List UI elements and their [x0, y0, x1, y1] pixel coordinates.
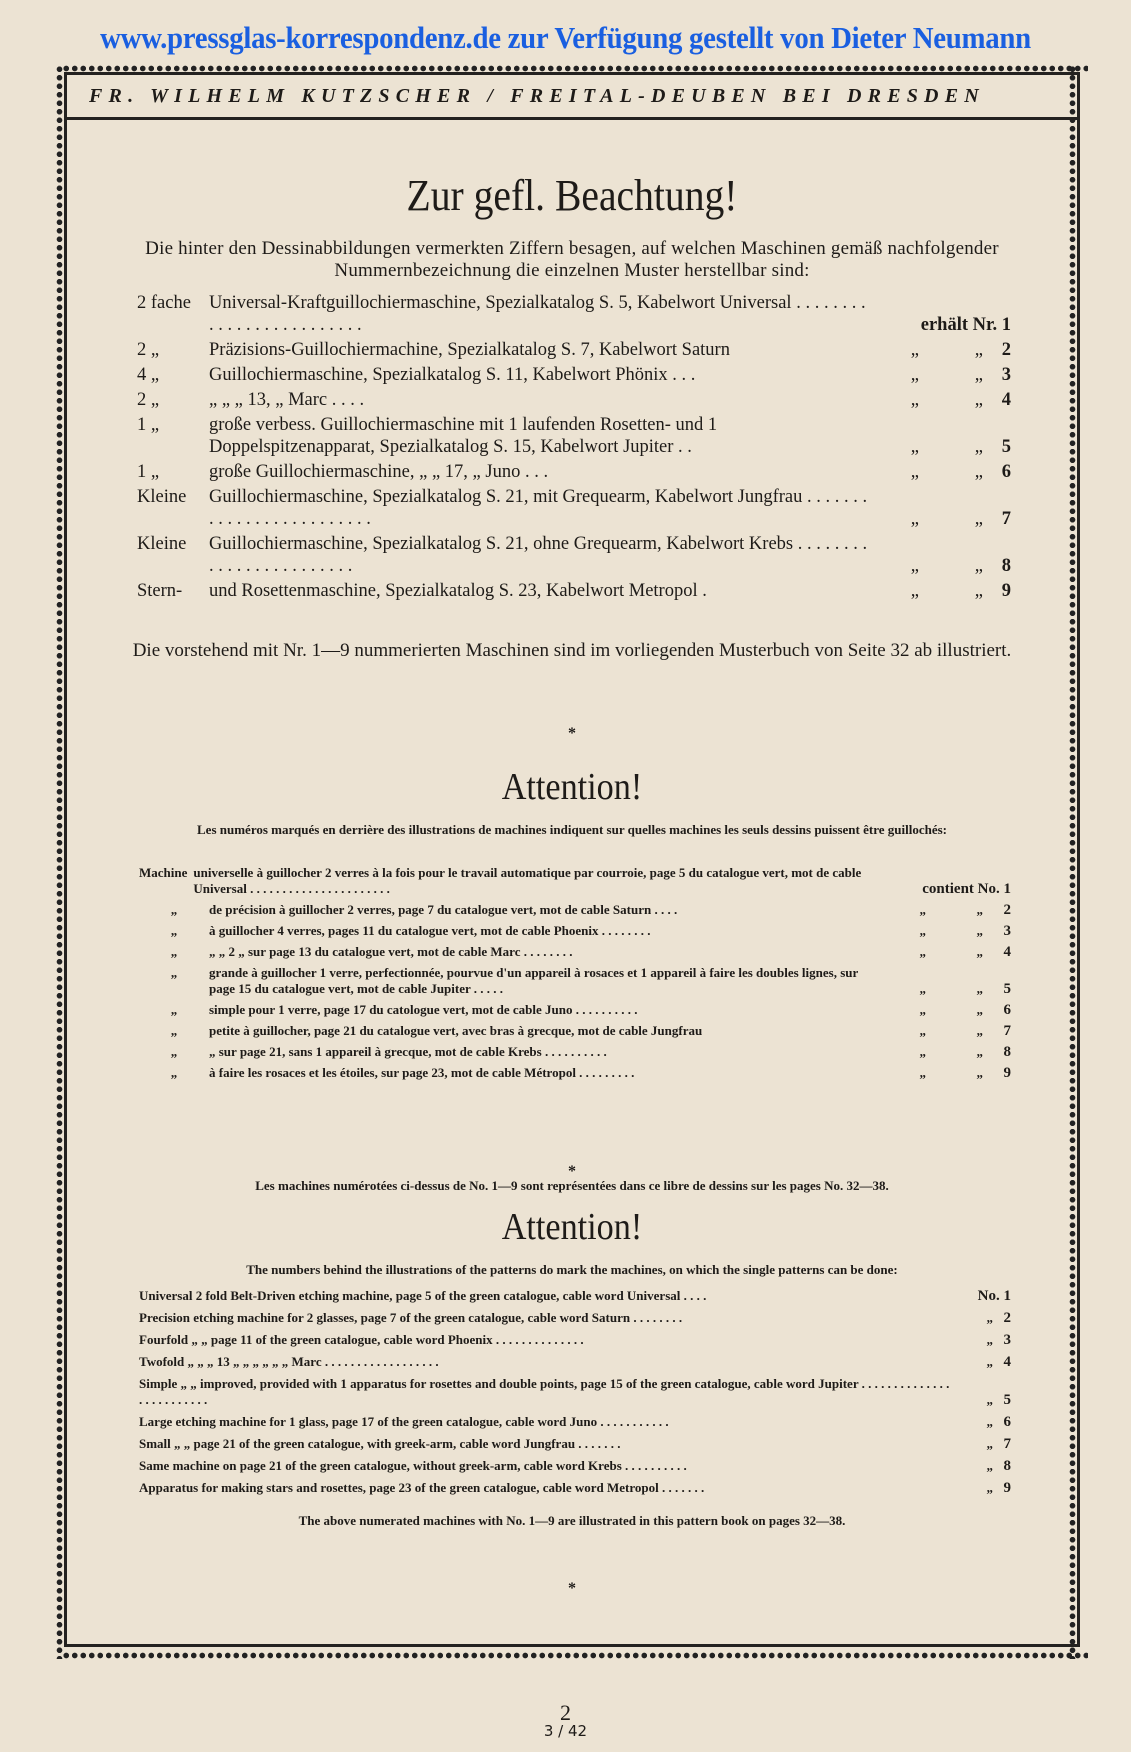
- machine-number: 3: [1003, 1332, 1011, 1348]
- row-description: Large etching machine for 1 glass, page 17 of the green catalogue, cable word Juno . . . . . . . . . . .: [139, 1414, 669, 1429]
- list-item: [139, 1414, 1011, 1430]
- machine-number: 5: [1003, 981, 1011, 997]
- row-description: Apparatus for making stars and rosettes, page 23 of the green catalogue, cable word Metropol . . . . . . .: [139, 1480, 705, 1495]
- ditto-mark: „: [910, 462, 919, 482]
- list-item: [139, 944, 1011, 960]
- machine-number: 7: [1001, 509, 1011, 529]
- row-description: Universal-Kraftguillochiermaschine, Spezialkatalog S. 5, Kabelwort Universal . . . . . . . . . . . . . . . . . . . . . . . . .: [209, 293, 866, 335]
- list-item: [137, 580, 1011, 602]
- ditto-mark: „: [974, 581, 983, 601]
- list-item: [139, 865, 1011, 897]
- row-description: petite à guillocher, page 21 du catalogue vert, avec bras à grecque, mot de cable Jungfrau: [209, 1023, 703, 1038]
- french-footer: Les machines numérotées ci-dessus de No. 1—9 sont représentées dans ce libre de dessins sur les pages No. 32—38.: [255, 1178, 889, 1193]
- page-frame: [64, 72, 1080, 1647]
- row-lead: 2 „: [137, 390, 160, 410]
- row-description: de précision à guillocher 2 verres, page 7 du catalogue vert, mot de cable Saturn . . . .: [209, 902, 678, 917]
- ditto-mark: „: [919, 981, 926, 996]
- ditto-mark: „: [919, 923, 926, 938]
- ditto-mark: „: [910, 581, 919, 601]
- machine-number: 4: [1001, 390, 1011, 410]
- english-machine-list: [139, 1288, 1011, 1502]
- german-footer: Die vorstehend mit Nr. 1—9 nummerierten Maschinen sind im vorliegenden Musterbuch von Seite 32 ab illustriert.: [132, 640, 1012, 661]
- ditto-mark: „: [976, 1002, 983, 1017]
- dotted-border-top: [62, 65, 1088, 72]
- german-machine-list: [137, 292, 1011, 605]
- list-item: [139, 965, 1011, 997]
- ditto-mark: „: [910, 340, 919, 360]
- ditto-mark: „: [974, 556, 983, 576]
- list-item: [139, 923, 1011, 939]
- ditto-mark: „: [974, 437, 983, 457]
- ditto-mark: „: [910, 556, 919, 576]
- separator-star: *: [568, 1580, 576, 1597]
- machine-number: 8: [1001, 556, 1011, 576]
- row-description: große verbess. Guillochiermaschine mit 1 laufenden Rosetten- und 1 Doppelspitzenapparat, Spezialkatalog S. 15, Kabelwort Jupiter . .: [209, 415, 718, 457]
- page-content: [67, 120, 1077, 1644]
- ditto-mark: „: [976, 944, 983, 959]
- row-description: und Rosettenmaschine, Spezialkatalog S. 23, Kabelwort Metropol .: [209, 581, 707, 601]
- ditto-mark: „: [910, 509, 919, 529]
- row-lead: Kleine: [137, 534, 187, 554]
- machine-number: 9: [1003, 1480, 1011, 1496]
- row-description: Same machine on page 21 of the green catalogue, without greek-arm, cable word Krebs . . . . . . . . . .: [139, 1458, 687, 1473]
- list-item: [137, 533, 1011, 577]
- list-item: [137, 414, 1011, 458]
- english-title: Attention!: [501, 1206, 643, 1248]
- row-lead: „: [170, 944, 178, 959]
- machine-number: 8: [1003, 1458, 1011, 1474]
- row-lead: Stern-: [137, 581, 183, 601]
- dotted-border-bottom: [62, 1652, 1088, 1659]
- ditto-mark: „: [974, 340, 983, 360]
- machine-number: 3: [1001, 365, 1011, 385]
- row-description: „ „ „ 13, „ Marc . . . .: [209, 390, 365, 410]
- company-name: FR. WILHELM KUTZSCHER / FREITAL-DEUBEN BEI DRESDEN: [89, 84, 985, 107]
- ditto-mark: „: [986, 1310, 993, 1325]
- ditto-mark: „: [919, 1023, 926, 1038]
- row-description: universelle à guillocher 2 verres à la fois pour le travail automatique par courroie, page 5 du catalogue vert, mot de cable Universal . . . . . . . . . . . . . . . . . . . . . .: [193, 865, 862, 896]
- list-item: [137, 486, 1011, 530]
- row-lead: 1 „: [137, 462, 160, 482]
- row-description: Simple „ „ improved, provided with 1 apparatus for rosettes and double points, page 15 of the green catalogue, cable word Jupiter . . . . . . . . . . . . . . . . . . . . . . . . .: [139, 1376, 950, 1407]
- row-description: Fourfold „ „ page 11 of the green catalogue, cable word Phoenix . . . . . . . . . . . . . .: [139, 1332, 584, 1347]
- list-item: [137, 389, 1011, 411]
- machine-number: 4: [1003, 944, 1011, 960]
- machine-number: 5: [1001, 437, 1011, 457]
- row-lead: „: [170, 1002, 178, 1017]
- ditto-mark: „: [910, 365, 919, 385]
- list-item: [137, 461, 1011, 483]
- row-lead: „: [170, 902, 178, 917]
- row-lead: 2 „: [137, 340, 160, 360]
- machine-number: 7: [1003, 1436, 1011, 1452]
- machine-number: 7: [1003, 1023, 1011, 1039]
- ditto-mark: „: [910, 390, 919, 410]
- list-item: [139, 1023, 1011, 1039]
- separator-star: *: [568, 1163, 576, 1180]
- ditto-mark: „: [976, 1065, 983, 1080]
- row-description: Universal 2 fold Belt-Driven etching machine, page 5 of the green catalogue, cable word Universal . . . .: [139, 1288, 707, 1303]
- row-lead: 1 „: [137, 415, 160, 435]
- ditto-mark: „: [986, 1354, 993, 1369]
- machine-number: 2: [1001, 340, 1011, 360]
- row-lead: „: [170, 1044, 178, 1059]
- list-item: [139, 902, 1011, 918]
- printed-page-number: 2: [560, 1700, 571, 1725]
- row-description: Twofold „ „ „ 13 „ „ „ „ „ „ Marc . . . . . . . . . . . . . . . . . .: [139, 1354, 439, 1369]
- watermark-text: www.pressglas-korrespondenz.de zur Verfügung gestellt von Dieter Neumann: [100, 20, 1031, 55]
- list-item: [137, 292, 1011, 336]
- machine-number: contient No. 1: [922, 881, 1011, 897]
- german-title: Zur gefl. Beachtung!: [406, 171, 738, 220]
- list-item: [139, 1480, 1011, 1496]
- french-intro: Les numéros marqués en derrière des illustrations de machines indiquent sur quelles machines les seuls dessins puissent être guillochés:: [197, 822, 947, 837]
- machine-number: 6: [1003, 1002, 1011, 1018]
- ditto-mark: „: [919, 1002, 926, 1017]
- ditto-mark: „: [974, 390, 983, 410]
- list-item: [139, 1002, 1011, 1018]
- machine-number: 2: [1003, 902, 1011, 918]
- machine-number: 2: [1003, 1310, 1011, 1326]
- machine-number: 6: [1001, 462, 1011, 482]
- french-machine-list: [139, 865, 1011, 1086]
- ditto-mark: „: [910, 437, 919, 457]
- machine-number: 8: [1003, 1044, 1011, 1060]
- ditto-mark: „: [919, 902, 926, 917]
- machine-number: 9: [1001, 581, 1011, 601]
- row-description: Guillochiermaschine, Spezialkatalog S. 21, ohne Grequearm, Kabelwort Krebs . . . . . . . . . . . . . . . . . . . . . . . .: [209, 534, 868, 576]
- ditto-mark: „: [986, 1458, 993, 1473]
- english-footer: The above numerated machines with No. 1—9 are illustrated in this pattern book on pages 32—38.: [298, 1513, 846, 1528]
- ditto-mark: „: [919, 1065, 926, 1080]
- row-description: simple pour 1 verre, page 17 du catologue vert, mot de cable Juno . . . . . . . . . .: [209, 1002, 638, 1017]
- row-lead: Kleine: [137, 487, 187, 507]
- list-item: [139, 1288, 1011, 1304]
- row-lead: Machine: [139, 865, 188, 880]
- ditto-mark: „: [974, 462, 983, 482]
- letterhead: [67, 75, 1077, 120]
- row-description: grande à guillocher 1 verre, perfectionnée, pourvue d'un appareil à rosaces et 1 appareil à faire les doubles lignes, sur page 15 du catalogue vert, mot de cable Jupiter . . . . .: [209, 965, 859, 996]
- list-item: [139, 1354, 1011, 1370]
- french-title: Attention!: [501, 766, 643, 808]
- ditto-mark: „: [986, 1414, 993, 1429]
- ditto-mark: „: [976, 1023, 983, 1038]
- german-intro: Die hinter den Dessinabbildungen vermerkten Ziffern besagen, auf welchen Maschinen gemäß nachfolgender Nummernbezeichnung die einzelnen Muster herstellbar sind:: [145, 238, 999, 281]
- list-item: [139, 1044, 1011, 1060]
- list-item: [139, 1310, 1011, 1326]
- machine-number: No. 1: [977, 1288, 1011, 1304]
- dotted-border-left: [56, 65, 63, 1659]
- row-description: à faire les rosaces et les étoiles, sur page 23, mot de cable Métropol . . . . . . . . .: [209, 1065, 635, 1080]
- ditto-mark: „: [976, 1044, 983, 1059]
- row-lead: „: [170, 1065, 178, 1080]
- row-description: à guillocher 4 verres, pages 11 du catalogue vert, mot de cable Phoenix . . . . . . . .: [209, 923, 651, 938]
- row-description: Precision etching machine for 2 glasses, page 7 of the green catalogue, cable word Saturn . . . . . . . .: [139, 1310, 683, 1325]
- list-item: [139, 1332, 1011, 1348]
- ditto-mark: „: [976, 902, 983, 917]
- list-item: [139, 1065, 1011, 1081]
- english-intro: The numbers behind the illustrations of the patterns do mark the machines, on which the single patterns can be done:: [246, 1262, 898, 1277]
- separator-star: *: [568, 725, 576, 742]
- row-lead: 4 „: [137, 365, 160, 385]
- machine-number: 9: [1003, 1065, 1011, 1081]
- ditto-mark: „: [974, 509, 983, 529]
- row-lead: 2 fache: [137, 293, 191, 313]
- machine-number: 4: [1003, 1354, 1011, 1370]
- list-item: [139, 1436, 1011, 1452]
- list-item: [139, 1376, 1011, 1408]
- row-lead: „: [170, 965, 178, 980]
- ditto-mark: „: [976, 923, 983, 938]
- row-description: große Guillochiermaschine, „ „ 17, „ Juno . . .: [209, 462, 549, 482]
- ditto-mark: „: [919, 1044, 926, 1059]
- row-lead: „: [170, 1023, 178, 1038]
- list-item: [139, 1458, 1011, 1474]
- machine-number: 5: [1003, 1392, 1011, 1408]
- row-description: Guillochiermaschine, Spezialkatalog S. 11, Kabelwort Phönix . . .: [209, 365, 696, 385]
- ditto-mark: „: [976, 981, 983, 996]
- row-description: „ sur page 21, sans 1 appareil à grecque, mot de cable Krebs . . . . . . . . . .: [209, 1044, 607, 1059]
- list-item: [137, 364, 1011, 386]
- ditto-mark: „: [986, 1392, 993, 1407]
- row-description: Guillochiermaschine, Spezialkatalog S. 21, mit Grequearm, Kabelwort Jungfrau . . . . . . . . . . . . . . . . . . . . . . . . .: [209, 487, 868, 529]
- list-item: [137, 339, 1011, 361]
- ditto-mark: „: [986, 1480, 993, 1495]
- row-description: Small „ „ page 21 of the green catalogue, with greek-arm, cable word Jungfrau . . . . . . .: [139, 1436, 621, 1451]
- ditto-mark: „: [919, 944, 926, 959]
- machine-number: 3: [1003, 923, 1011, 939]
- machine-number: 6: [1003, 1414, 1011, 1430]
- ditto-mark: „: [986, 1436, 993, 1451]
- row-description: Präzisions-Guillochiermachine, Spezialkatalog S. 7, Kabelwort Saturn: [209, 340, 730, 360]
- pdf-page-indicator: 3 / 42: [543, 1722, 588, 1740]
- row-description: „ „ 2 „ sur page 13 du catalogue vert, mot de cable Marc . . . . . . . .: [209, 944, 573, 959]
- machine-number: erhält Nr. 1: [920, 315, 1011, 335]
- ditto-mark: „: [974, 365, 983, 385]
- ditto-mark: „: [986, 1332, 993, 1347]
- row-lead: „: [170, 923, 178, 938]
